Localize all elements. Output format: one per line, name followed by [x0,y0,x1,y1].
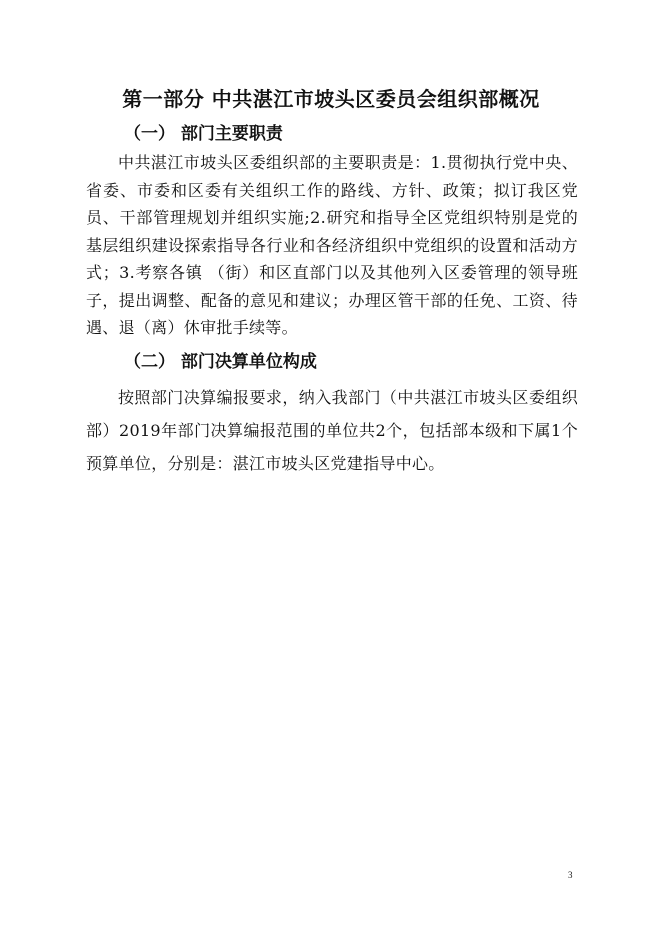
section-body-main-duties: 中共湛江市坡头区委组织部的主要职责是：1.贯彻执行党中央、省委、市委和区委有关组织工作的路线、方针、政策；拟订我区党员、干部管理规划并组织实施;2.研究和指导全区党组织特别是党的基层组织建设探索指导各行业和各经济组织中党组织的设置和活动方式；3.考察各镇 （街）和区直部门以及其他列入区委管理的领导班子，提出调整、配备的意见和建议；办理区管干部的任免、工资、待遇、退（离）休审批手续等。 [86,153,578,337]
page-number: 3 [568,870,573,880]
page-title: 第一部分 中共湛江市坡头区委员会组织部概况 [122,87,540,111]
section-heading-main-duties: （一） 部门主要职责 [124,124,283,144]
section-body-unit-composition: 按照部门决算编报要求，纳入我部门（中共湛江市坡头区委组织部）2019年部门决算编报范围的单位共2个，包括部本级和下属1个预算单位，分别是：湛江市坡头区党建指导中心。 [86,388,578,473]
section-heading-unit-composition: （二） 部门决算单位构成 [124,352,317,372]
